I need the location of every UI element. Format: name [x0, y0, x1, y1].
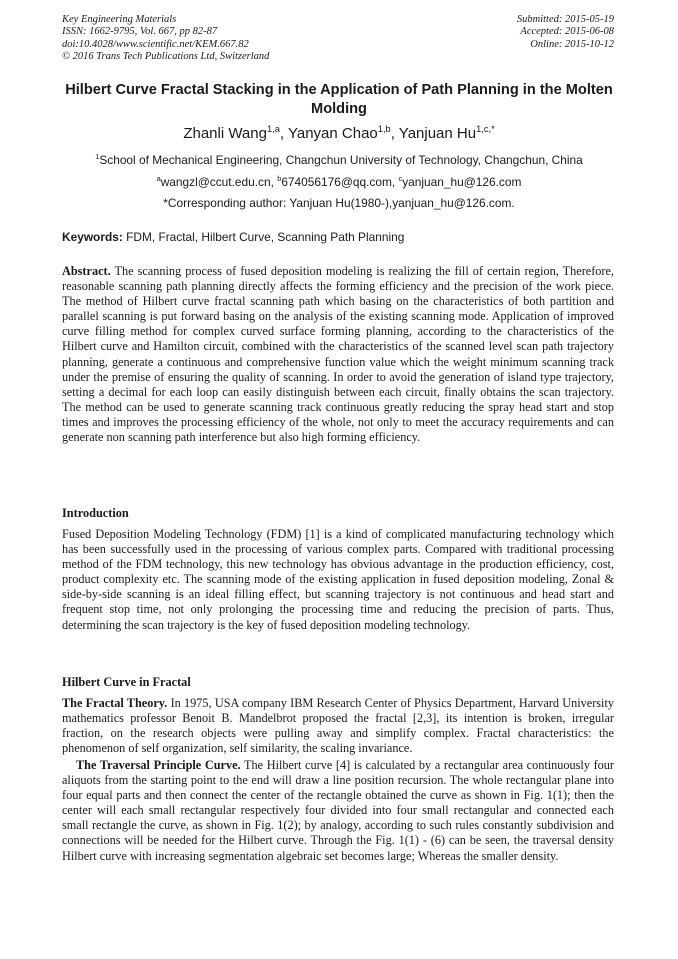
publication-dates [517, 14, 614, 51]
accepted-date: Accepted: 2015-06-08 [520, 26, 614, 38]
online-date: Online: 2015-10-12 [530, 38, 614, 50]
journal-info [62, 14, 269, 63]
abstract-text: The scanning process of fused deposition modeling is realizing the fill of certain region, Therefore, reasonable scanning path planning directly affects the forming efficiency and the precision of the work piece. The method of Hilbert curve fractal scanning path which basing on the characteristics of both partition and parallel scanning is put forward basing on the analysis of the existing scanning mode. Application of improved curve filling method for complex curved surface forming planning, according to the characteristics of the Hilbert curve and Hamilton circuit, combined with the characteristics of the scanned level scan path trajectory planning, generate a continuous and comprehensive function value which the weight minimum scanning track under the premise of ensuring the quality of scanning. In order to avoid the generation of island type trajectory, setting a decimal for each loop can easily distinguish between each circuit, finally obtains the scan trajectory. The method can be used to generate scanning track continuous greatly reducing the spray head start and stop times and improves the processing efficiency of the whole, not only to meet the accuracy requirements and can generate non scanning path interference but also high forming efficiency. [62, 264, 614, 445]
introduction-paragraph: Fused Deposition Modeling Technology (FDM) [1] is a kind of complicated manufacturing technology which has been successfully used in the processing of various complex parts. Compared with traditional processing method of the FDM technology, this new technology has obvious advantage in the production efficiency, cost, product complexity etc. The scanning mode of the existing application in fused deposition modeling, Zonal & side-by-side scanning is an ideal filling effect, but scanning trajectory is not continuous and head start and frequent stop time, not only prolonging the processing time and reducing the precision of parts. Thus, determining the scan trajectory is the key of fused deposition modeling technology. [62, 527, 614, 632]
abstract-label: Abstract. [62, 264, 111, 278]
author-affiliation-mark: 1,a [266, 124, 280, 134]
email-link[interactable]: yanjuan_hu@126.com [402, 174, 522, 189]
journal-doi[interactable]: doi:10.4028/www.scientific.net/KEM.667.82 [62, 38, 249, 50]
paragraph-lead: The Fractal Theory. [62, 696, 168, 710]
author-name: Zhanli Wang [183, 125, 267, 142]
journal-issn: ISSN: 1662-9795, Vol. 667, pp 82-87 [62, 26, 218, 38]
fractal-theory-paragraph [62, 696, 614, 756]
keywords-text: FDM, Fractal, Hilbert Curve, Scanning Path Planning [122, 230, 405, 244]
email-link[interactable]: wangzl@ccut.edu.cn, [160, 174, 278, 189]
affiliation-text: School of Mechanical Engineering, Changchun University of Technology, Changchun, China [99, 152, 583, 167]
author-list [0, 124, 678, 142]
abstract [62, 264, 614, 445]
keywords [62, 230, 404, 244]
author-separator: , [279, 125, 288, 142]
author-separator: , [390, 125, 399, 142]
introduction-heading: Introduction [62, 506, 129, 520]
corresponding-author: *Corresponding author: Yanjuan Hu(1980-),yanjuan_hu@126.com. [163, 196, 515, 210]
affiliation [0, 152, 678, 167]
keywords-label: Keywords: [62, 230, 123, 244]
author-name: Yanjuan Hu [398, 125, 477, 142]
email-list [0, 174, 678, 189]
paragraph-lead: The Traversal Principle Curve. [76, 758, 241, 772]
author-name: Yanyan Chao [287, 125, 378, 142]
email-link[interactable]: 674056176@qq.com, [281, 174, 399, 189]
journal-copyright: © 2016 Trans Tech Publications Ltd, Switzerland [62, 50, 270, 62]
traversal-principle-paragraph [62, 758, 614, 864]
email-mark: a [156, 174, 161, 183]
email-mark: b [277, 174, 282, 183]
affiliation-mark: 1 [95, 152, 100, 161]
journal-name: Key Engineering Materials [62, 14, 177, 25]
email-mark: c [398, 174, 403, 183]
author-affiliation-mark: 1,c,* [476, 124, 495, 134]
section-heading: Hilbert Curve in Fractal [62, 675, 191, 689]
paper-title: Hilbert Curve Fractal Stacking in the Application of Path Planning in the Molten Molding [65, 82, 613, 117]
author-affiliation-mark: 1,b [377, 124, 391, 134]
paragraph-text: The Hilbert curve [4] is calculated by a rectangular area continuously four aliquots from the starting point to the end will draw a line position recursion. The whole rectangular plane into four equal parts and then connect the center of the rectangle obtained the curve as shown in Fig. 1(1); then the center will each small rectangular respectively four divided into four small rectangular and connected each small rectangle the curve, as shown in Fig. 1(2); by analogy, according to such rules constantly subdivision and connections will be needed for the Hilbert curve. Through the Fig. 1(1) - (6) can be seen, the traversal density Hilbert curve with increasing segmentation algebraic set becomes large; Whereas the smaller density. [62, 758, 615, 863]
submitted-date: Submitted: 2015-05-19 [516, 14, 614, 25]
paragraph-text: In 1975, USA company IBM Research Center of Physics Department, Harvard University mathematics professor Benoit B. Mandelbrot proposed the fractal [2,3], its intention is broken, irregular fraction, on the research objects were pulling away and simplify complex. Fractal characteristics: the phenomenon of self organization, self similarity, the scaling invariance. [62, 696, 614, 756]
